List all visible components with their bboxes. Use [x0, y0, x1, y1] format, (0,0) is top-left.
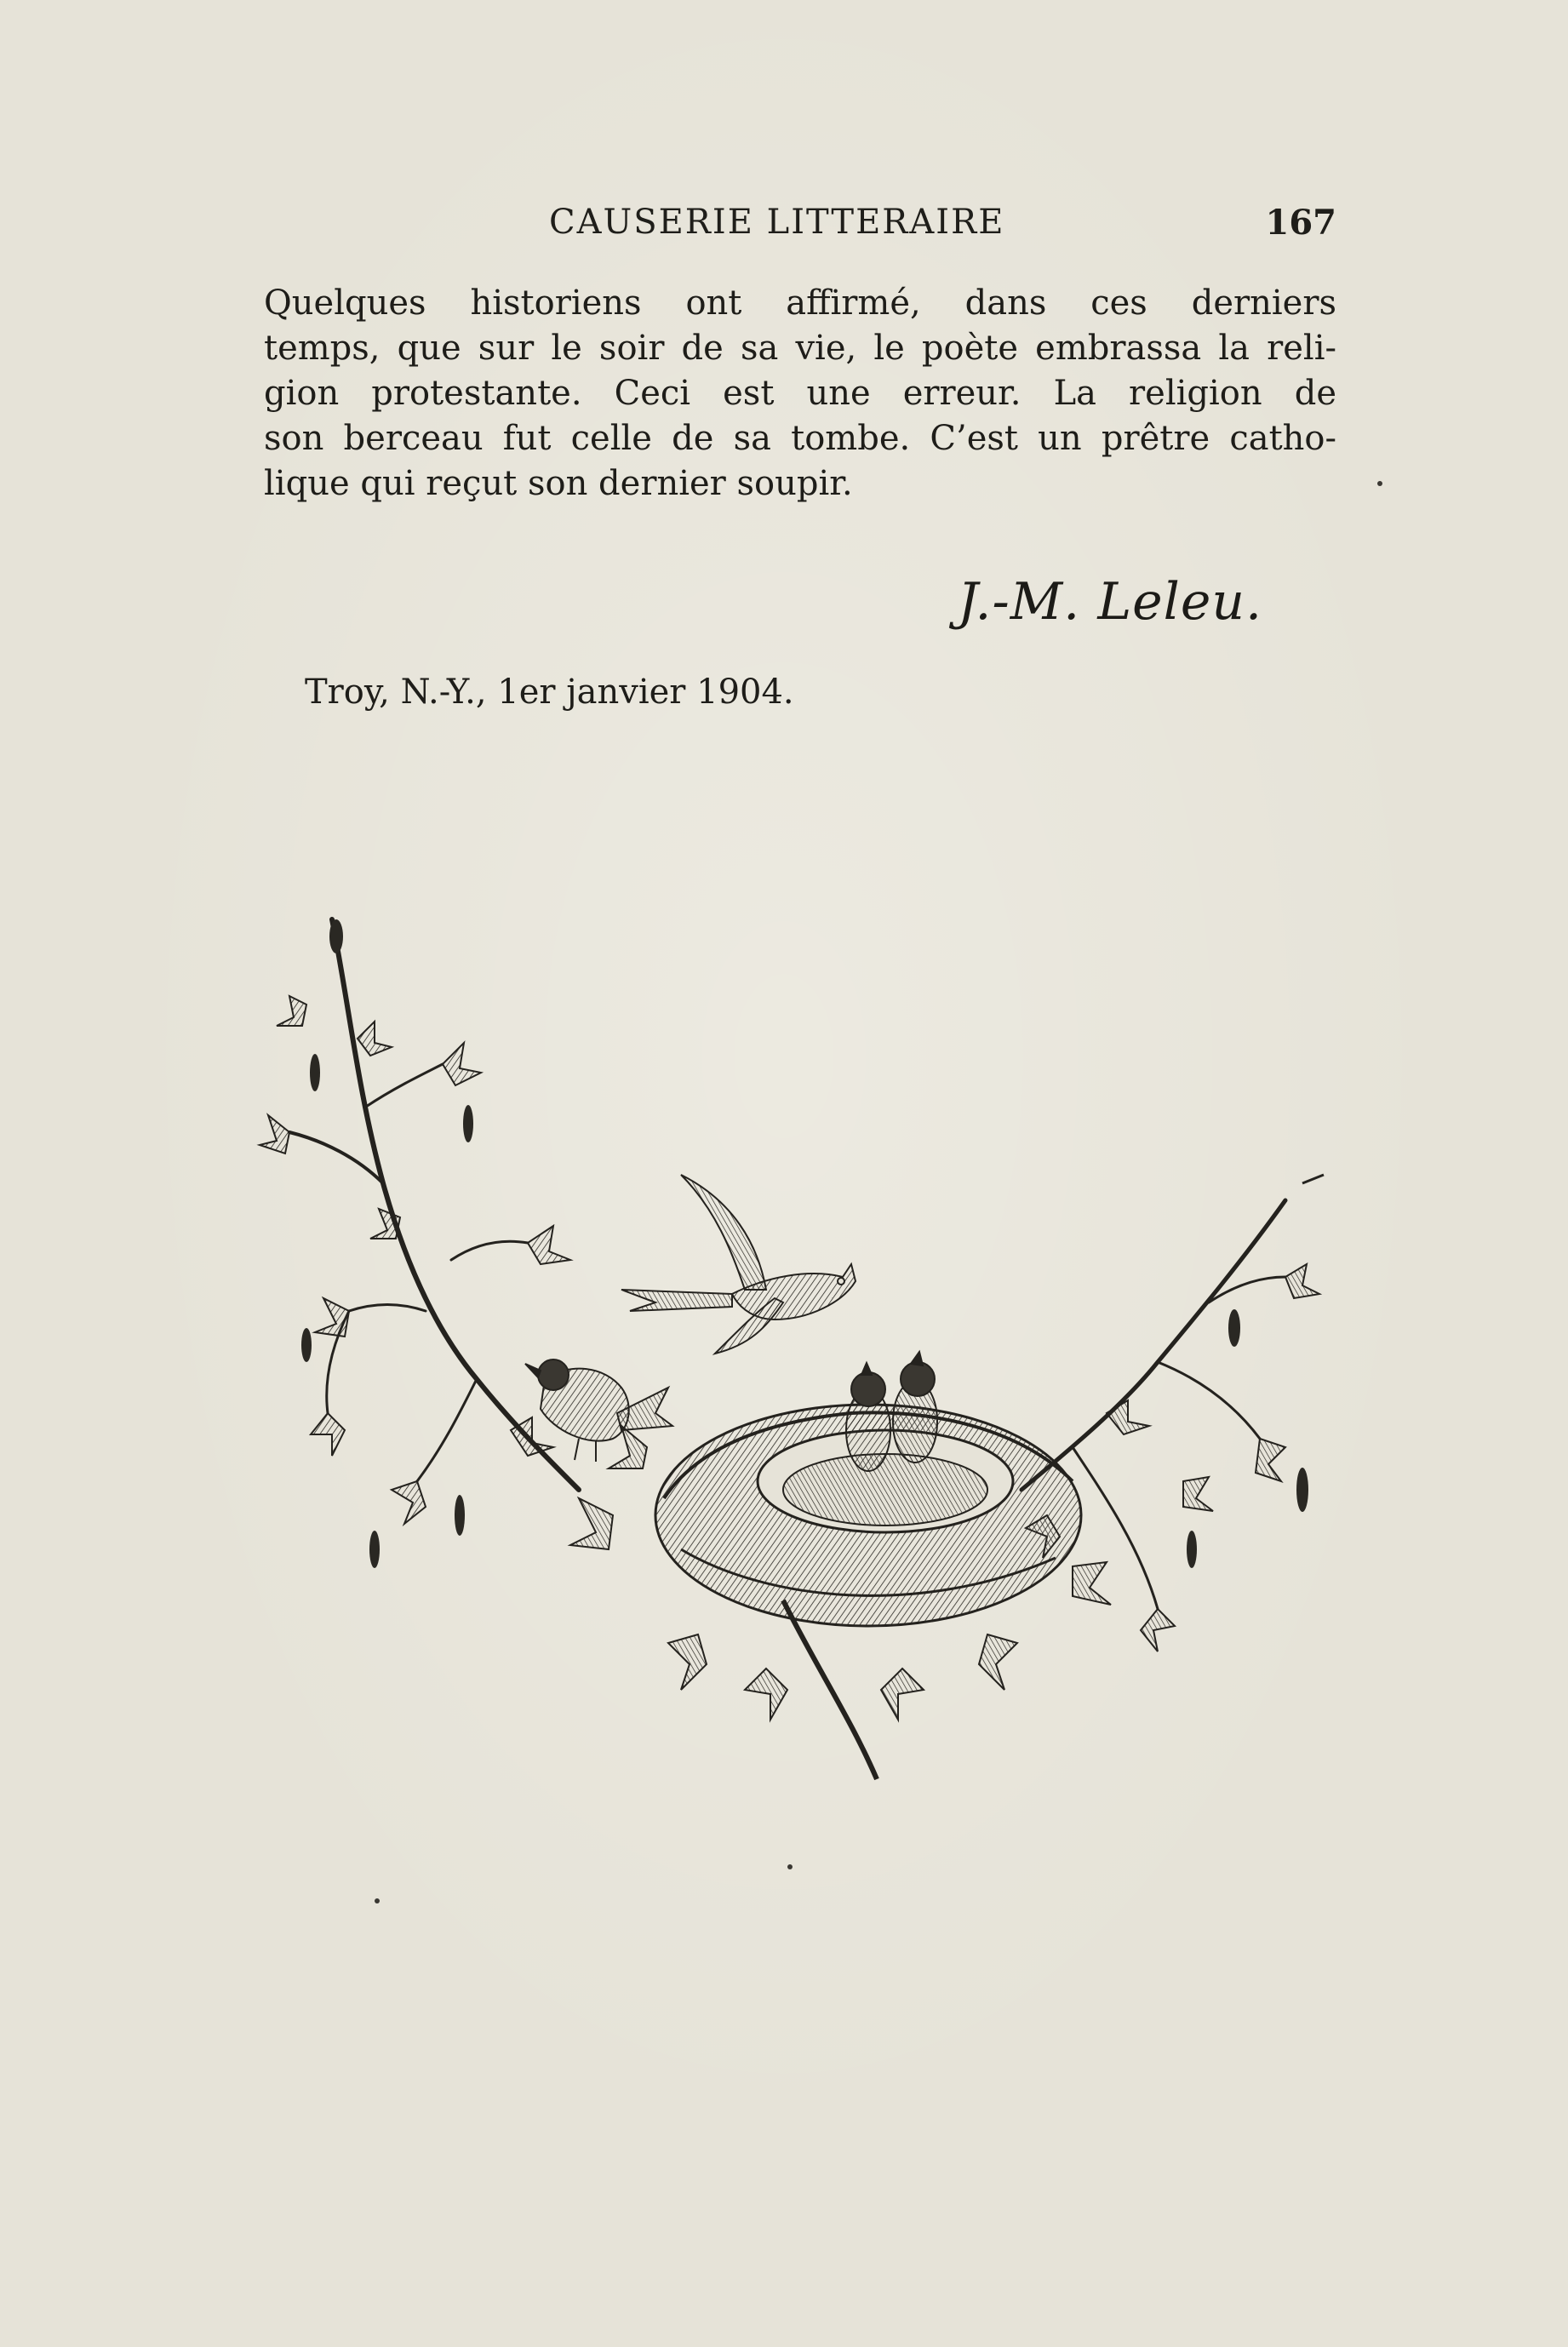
stray-mark	[375, 1898, 380, 1903]
bird-nest-engraving-icon	[255, 902, 1345, 1822]
twig-icon	[1302, 1175, 1324, 1183]
body-paragraph	[264, 281, 1336, 507]
right-leaves-icon	[1026, 1264, 1319, 1651]
running-header	[264, 203, 1336, 254]
author-signature: J.-M. Leleu.	[958, 572, 1263, 632]
stray-mark	[1377, 481, 1382, 486]
right-catkins-icon	[1187, 1309, 1308, 1568]
body-line: lique qui reçut son dernier soupir.	[264, 464, 853, 503]
left-branch-icon	[289, 919, 579, 1490]
dateline: Troy, N.-Y., 1er janvier 1904.	[305, 673, 794, 712]
body-line: Quelques historiens ont affirmé, dans ces derniers	[264, 283, 1336, 323]
stray-mark	[787, 1864, 793, 1869]
running-title: CAUSERIE LITTERAIRE	[549, 203, 1005, 242]
body-line: son berceau fut celle de sa tombe. C’est un prêtre catho-	[264, 419, 1336, 458]
left-leaves-icon	[260, 996, 570, 1524]
flying-bird-icon	[621, 1175, 856, 1354]
body-line: gion protestante. Ceci est une erreur. La religion de	[264, 374, 1336, 413]
left-catkins-icon	[301, 919, 473, 1568]
body-line: temps, que sur le soir de sa vie, le poète embrassa la reli-	[264, 329, 1336, 368]
page-number: 167	[1265, 203, 1336, 243]
